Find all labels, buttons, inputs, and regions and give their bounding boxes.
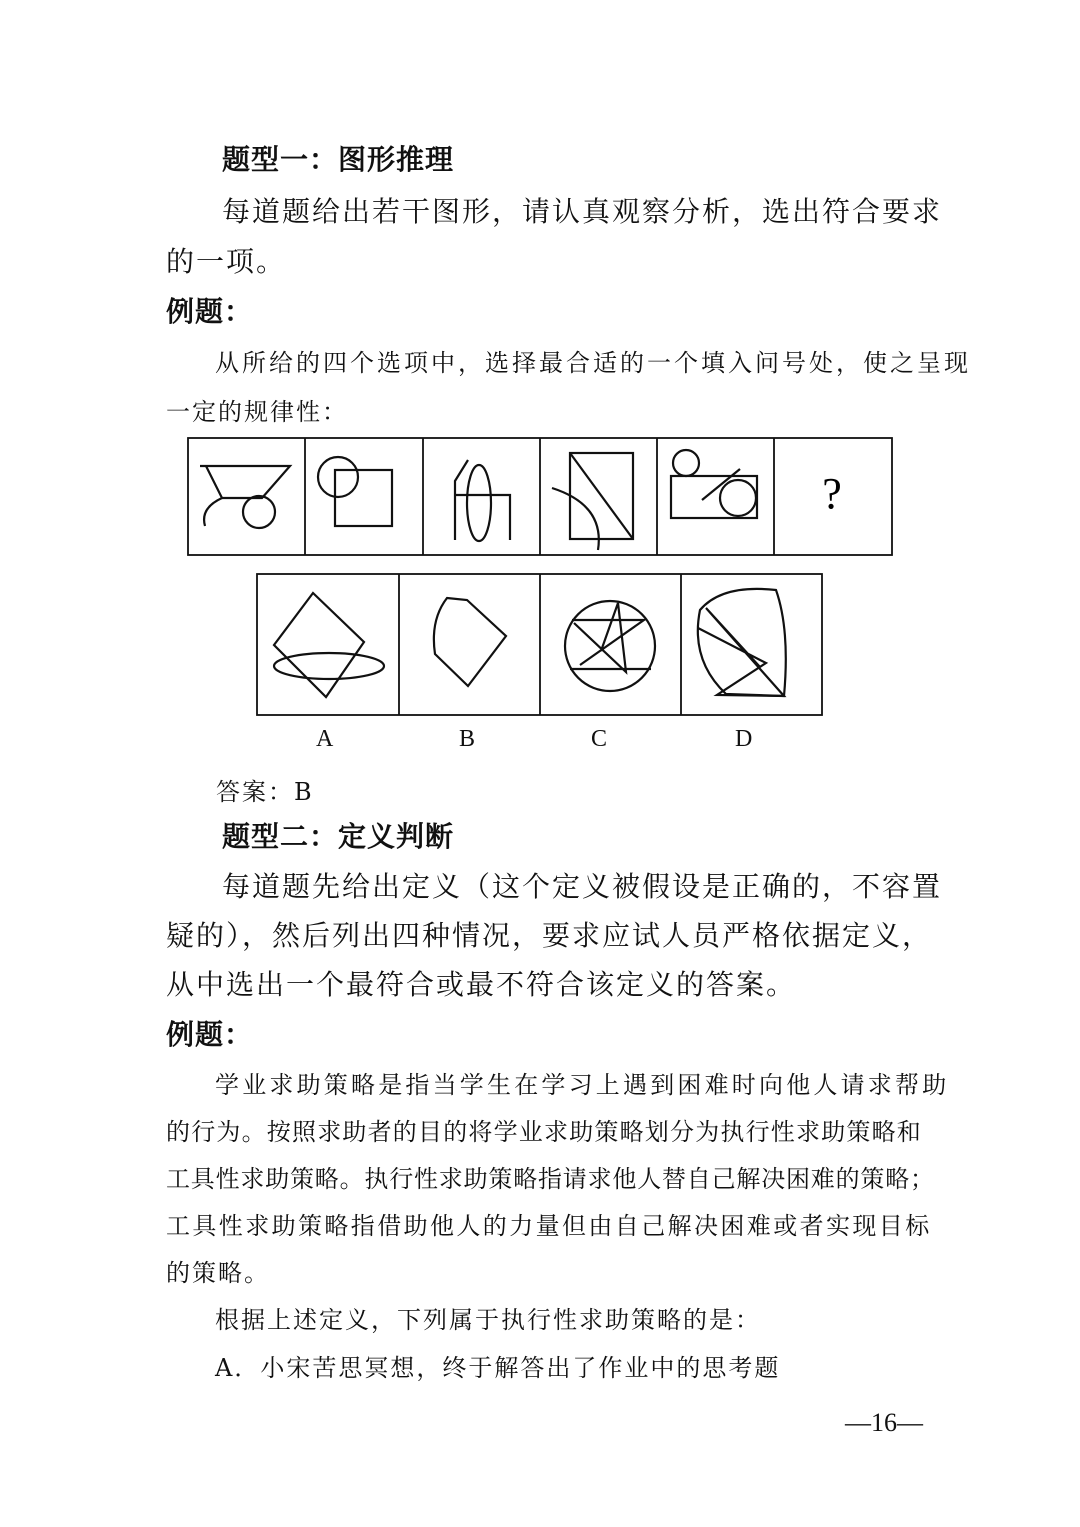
section2-option-a: A．小宋苦思冥想，终于解答出了作业中的思考题 (215, 1354, 781, 1382)
sequence-placeholder: ? (822, 469, 842, 518)
option-label-b: B (459, 726, 476, 752)
option-b-figure (434, 598, 506, 686)
option-label-d: D (735, 726, 753, 752)
section2-def-line4: 工具性求助策略指借助他人的力量但由自己解决困难或者实现目标 (166, 1212, 932, 1240)
option-label-c: C (591, 726, 608, 752)
section1-example-label: 例题： (166, 295, 254, 328)
option-c-figure (565, 601, 655, 691)
option-d-figure (698, 589, 786, 696)
section2-heading: 题型二：定义判断 (222, 820, 455, 853)
section2-def-line5: 的策略。 (166, 1259, 270, 1287)
option-label-a: A (316, 726, 334, 752)
section2-example-label: 例题： (166, 1018, 254, 1051)
section2-def-line2: 的行为。按照求助者的目的将学业求助策略划分为执行性求助策略和 (166, 1118, 922, 1146)
section2-def-line3: 工具性求助策略。执行性求助策略指请求他人替自己解决困难的策略； (166, 1165, 935, 1193)
section1-intro-line2: 的一项。 (166, 245, 287, 278)
section2-def-line1: 学业求助策略是指当学生在学习上遇到困难时向他人请求帮助 (215, 1071, 950, 1099)
section1-question-line1: 从所给的四个选项中，选择最合适的一个填入问号处，使之呈现 (215, 349, 971, 377)
section1-intro-line1: 每道题给出若干图形，请认真观察分析，选出符合要求 (222, 195, 943, 228)
section2-intro-line2: 疑的），然后列出四种情况，要求应试人员严格依据定义， (166, 919, 933, 952)
section1-question-line2: 一定的规律性： (166, 398, 348, 426)
section2-question: 根据上述定义，下列属于执行性求助策略的是： (215, 1306, 761, 1334)
section1-heading: 题型一：图形推理 (222, 143, 455, 176)
section2-intro-line1: 每道题先给出定义（这个定义被假设是正确的，不容置 (222, 870, 943, 903)
option-a-figure (274, 593, 384, 697)
section1-answer: 答案：B (216, 778, 314, 806)
page-number: —16— (845, 1408, 923, 1437)
section2-intro-line3: 从中选出一个最符合或最不符合该定义的答案。 (166, 968, 797, 1001)
